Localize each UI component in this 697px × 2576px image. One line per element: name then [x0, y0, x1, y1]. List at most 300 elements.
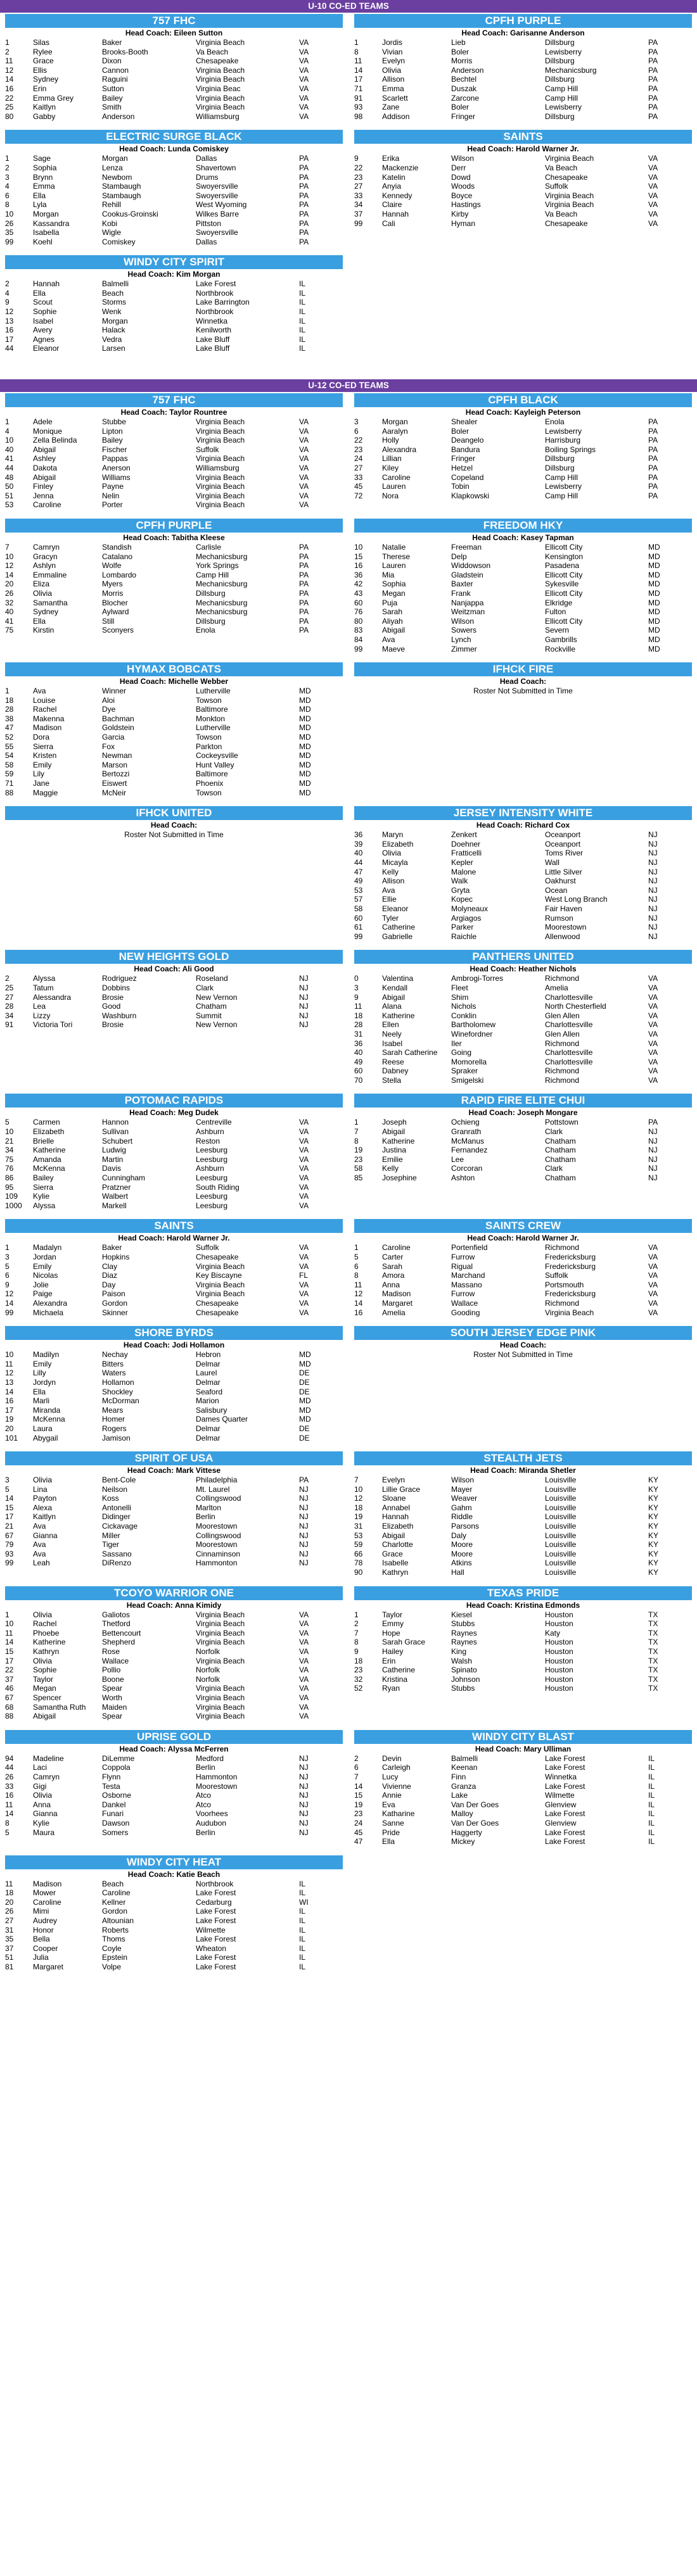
last-name: Cickavage [102, 1522, 138, 1531]
player-row [5, 788, 343, 798]
last-name: Bertozzi [102, 769, 130, 779]
player-number: 3 [354, 983, 359, 992]
state: PA [299, 237, 309, 246]
first-name: Lily [33, 769, 45, 779]
player-row [354, 1754, 692, 1764]
city: Dillsburg [545, 111, 575, 121]
state: VA [648, 1057, 658, 1066]
last-name: McManus [451, 1136, 485, 1146]
state: VA [648, 1253, 658, 1261]
state: IL [299, 1888, 306, 1898]
team-card [0, 13, 348, 129]
player-row [5, 482, 343, 491]
player-number: 37 [354, 209, 363, 218]
first-name: Adele [33, 417, 53, 427]
player-row [354, 1002, 692, 1011]
player-number: 67 [5, 1693, 14, 1702]
head-coach: Head Coach: Joseph Mongare [468, 1108, 578, 1118]
team-name: WINDY CITY SPIRIT [5, 255, 343, 269]
last-name: Jamison [102, 1433, 131, 1443]
last-name: Gooding [451, 1308, 480, 1317]
first-name: Olivia [33, 1791, 53, 1800]
first-name: Olivia [33, 1610, 53, 1619]
city: Northbrook [196, 288, 234, 298]
last-name: Haggerty [451, 1828, 482, 1837]
last-name: Tobin [451, 482, 470, 491]
city: Chesapeake [196, 56, 239, 66]
state: PA [648, 38, 658, 47]
last-name: Hopkins [102, 1253, 130, 1261]
city: Louisville [545, 1475, 577, 1485]
state: MD [648, 644, 660, 653]
player-row [5, 1684, 343, 1693]
last-name: Shockley [102, 1387, 133, 1396]
player-number: 22 [354, 436, 363, 445]
city: Glenview [545, 1818, 577, 1828]
city: Suffolk [545, 1271, 568, 1280]
player-number: 49 [354, 876, 363, 886]
city: Virginia Beach [196, 1638, 245, 1647]
first-name: Hope [382, 1628, 400, 1638]
player-number: 18 [5, 1888, 14, 1898]
state: VA [648, 1002, 658, 1011]
player-row [354, 473, 692, 483]
player-row [5, 1415, 343, 1424]
first-name: Mimi [33, 1907, 49, 1916]
roster-table [354, 154, 692, 228]
state: PA [648, 464, 658, 472]
last-name: Sassano [102, 1549, 132, 1558]
player-row [354, 1772, 692, 1782]
first-name: Megan [382, 588, 406, 598]
player-number: 2 [354, 1619, 359, 1629]
player-row [5, 1754, 343, 1764]
state: VA [648, 1048, 658, 1058]
player-row [5, 543, 343, 552]
player-number: 1 [5, 1243, 10, 1253]
state: MD [299, 714, 311, 723]
player-row [5, 1434, 343, 1443]
roster-table [354, 1118, 692, 1182]
last-name: Galiotos [102, 1610, 131, 1619]
last-name: Anderson [102, 111, 135, 121]
team-card [348, 129, 697, 254]
player-number: 99 [354, 644, 363, 653]
player-number: 12 [354, 1289, 363, 1299]
player-row [5, 66, 343, 75]
first-name: Tatum [33, 983, 54, 992]
player-number: 47 [354, 867, 363, 876]
state: PA [299, 1475, 309, 1485]
last-name: Daly [451, 1531, 467, 1540]
state: DE [299, 1424, 310, 1433]
state: NJ [299, 1494, 309, 1503]
player-row [5, 1828, 343, 1838]
player-number: 86 [5, 1173, 14, 1183]
last-name: Morris [102, 588, 124, 598]
state: NJ [648, 849, 658, 858]
player-row [354, 1791, 692, 1800]
player-row [5, 317, 343, 326]
state: PA [648, 47, 658, 56]
state: PA [299, 570, 309, 579]
first-name: Vivienne [382, 1781, 411, 1791]
player-row [5, 38, 343, 47]
team-card [0, 1218, 348, 1325]
city: Mechanicsburg [196, 598, 248, 607]
first-name: Sophie [33, 307, 57, 317]
first-name: Sarah Catherine [382, 1048, 438, 1058]
player-row [354, 1568, 692, 1577]
team-name: HYMAX BOBCATS [5, 662, 343, 676]
head-coach: Head Coach: Kayleigh Peterson [465, 408, 581, 417]
team-name: RAPID FIRE ELITE CHUI [354, 1094, 692, 1108]
first-name: Leah [33, 1558, 50, 1568]
city: Glen Allen [545, 1011, 580, 1020]
state: FL [299, 1271, 309, 1280]
last-name: Martin [102, 1154, 124, 1164]
head-coach: Head Coach: Kristina Edmonds [466, 1600, 580, 1610]
state: VA [299, 491, 309, 500]
last-name: Spear [102, 1684, 123, 1693]
first-name: Kelly [382, 867, 399, 876]
first-name: Kiley [382, 464, 399, 472]
city: Louisville [545, 1484, 577, 1494]
first-name: Elizabeth [382, 839, 414, 849]
player-number: 12 [5, 307, 14, 317]
player-number: 75 [5, 1154, 14, 1164]
city: Collingswood [196, 1531, 241, 1540]
first-name: Justina [382, 1146, 407, 1155]
player-row [354, 1262, 692, 1272]
state: NJ [299, 1781, 309, 1791]
player-row [354, 1782, 692, 1791]
state: VA [648, 1271, 658, 1280]
player-row [354, 1828, 692, 1838]
city: Camp Hill [196, 570, 229, 579]
first-name: Honor [33, 1925, 54, 1935]
first-name: Sage [33, 154, 51, 163]
first-name: Rachel [33, 705, 57, 714]
state: VA [299, 1638, 309, 1647]
first-name: Jordyn [33, 1377, 56, 1387]
state: IL [299, 344, 306, 353]
player-row [5, 182, 343, 191]
player-row [5, 1146, 343, 1155]
city: Richmond [545, 1039, 580, 1048]
first-name: Emmy [382, 1619, 404, 1629]
last-name: Boyce [451, 191, 473, 200]
city: Fredericksburg [545, 1289, 596, 1299]
player-row [354, 830, 692, 840]
player-number: 47 [354, 1837, 363, 1847]
player-number: 28 [5, 1002, 14, 1011]
player-number: 68 [5, 1702, 14, 1712]
state: NJ [299, 1753, 309, 1763]
player-row [354, 543, 692, 552]
head-coach: Head Coach: Jodi Hollamon [123, 1341, 225, 1350]
player-number: 17 [5, 1656, 14, 1665]
first-name: Kathryn [33, 1647, 60, 1656]
player-number: 52 [5, 733, 14, 742]
first-name: Alyssa [33, 1201, 56, 1210]
city: Virginia Beach [196, 103, 245, 112]
first-name: Marli [33, 1396, 49, 1406]
last-name: Volpe [102, 1962, 122, 1972]
first-name: Elizabeth [382, 1522, 414, 1531]
city: Virginia Beach [196, 1280, 245, 1289]
head-coach: Head Coach: Kasey Tapman [472, 533, 574, 542]
state: VA [299, 426, 309, 436]
state: PA [648, 103, 658, 112]
player-number: 99 [354, 218, 363, 228]
roster-table [5, 1118, 343, 1210]
player-row [354, 1118, 692, 1127]
first-name: Kassandra [33, 218, 70, 228]
state: MD [299, 769, 311, 779]
player-number: 14 [5, 75, 14, 84]
last-name: Lombardo [102, 570, 137, 579]
first-name: Kaitlyn [33, 103, 56, 112]
player-number: 3 [5, 1253, 10, 1261]
last-name: Weaver [451, 1494, 478, 1503]
last-name: Wallace [451, 1298, 478, 1308]
player-number: 60 [354, 598, 363, 607]
player-row [354, 886, 692, 895]
last-name: Widdowson [451, 561, 491, 571]
city: Dallas [196, 154, 217, 163]
player-row [5, 598, 343, 608]
first-name: Anna [33, 1800, 51, 1809]
player-row [5, 1935, 343, 1944]
last-name: Payne [102, 482, 124, 491]
player-row [5, 983, 343, 993]
first-name: Maryn [382, 830, 404, 840]
state: VA [299, 1127, 309, 1137]
player-row [5, 779, 343, 788]
state: PA [648, 436, 658, 445]
last-name: Waters [102, 1368, 126, 1378]
first-name: Sierra [33, 742, 54, 751]
first-name: Emma [382, 84, 404, 93]
first-name: Alexa [33, 1503, 53, 1512]
first-name: Sarah [382, 1261, 403, 1271]
first-name: Michaela [33, 1308, 64, 1317]
city: Houston [545, 1638, 573, 1647]
player-number: 109 [5, 1192, 18, 1201]
player-number: 101 [5, 1433, 18, 1443]
player-number: 44 [354, 858, 363, 867]
first-name: Abigail [382, 626, 406, 635]
player-number: 4 [5, 426, 10, 436]
last-name: Markell [102, 1201, 127, 1210]
last-name: Thetford [102, 1619, 131, 1629]
player-number: 5 [354, 1253, 359, 1261]
division-banner: U-10 CO-ED TEAMS [0, 0, 697, 13]
player-row [5, 1020, 343, 1030]
player-number: 91 [354, 93, 363, 103]
player-row [354, 1076, 692, 1085]
first-name: Abigail [33, 1712, 56, 1721]
player-number: 8 [5, 1818, 10, 1828]
player-row [354, 417, 692, 427]
player-row [354, 1137, 692, 1146]
player-number: 7 [5, 542, 10, 552]
state: VA [648, 1066, 658, 1076]
state: MD [299, 742, 311, 751]
first-name: Jordis [382, 38, 403, 47]
city: Oakhurst [545, 876, 576, 886]
team-name: STEALTH JETS [354, 1451, 692, 1465]
player-row [5, 1173, 343, 1183]
player-row [5, 1308, 343, 1318]
player-number: 9 [354, 1647, 359, 1656]
player-number: 32 [354, 1674, 363, 1684]
first-name: Sophia [382, 579, 406, 589]
last-name: Walk [451, 876, 468, 886]
state: IL [648, 1828, 655, 1837]
player-number: 10 [5, 1619, 14, 1629]
first-name: Olivia [33, 1656, 53, 1665]
first-name: Carter [382, 1253, 404, 1261]
player-row [5, 1916, 343, 1926]
last-name: Van Der Goes [451, 1800, 499, 1809]
player-row [5, 1485, 343, 1494]
city: Richmond [545, 1298, 580, 1308]
city: Clark [545, 1164, 563, 1173]
first-name: Charlotte [382, 1540, 413, 1550]
first-name: Alexandra [33, 1298, 68, 1308]
first-name: Anyia [382, 182, 402, 191]
city: Virginia Beach [196, 1684, 245, 1693]
player-number: 58 [354, 1164, 363, 1173]
player-row [354, 840, 692, 849]
city: Hammonton [196, 1558, 238, 1568]
player-number: 21 [5, 1522, 14, 1531]
first-name: Sophia [33, 163, 57, 172]
player-row [354, 1494, 692, 1503]
player-number: 80 [354, 616, 363, 626]
player-number: 10 [5, 436, 14, 445]
last-name: Shim [451, 992, 469, 1002]
state: VA [648, 191, 658, 200]
first-name: Isabel [382, 1039, 403, 1048]
last-name: Rehill [102, 200, 122, 210]
player-number: 14 [5, 1494, 14, 1503]
player-number: 67 [5, 1531, 14, 1540]
first-name: Reese [382, 1057, 404, 1066]
player-row [5, 974, 343, 983]
player-number: 53 [5, 500, 14, 510]
player-number: 8 [354, 1136, 359, 1146]
player-number: 48 [5, 472, 14, 482]
player-row [354, 1619, 692, 1629]
player-number: 27 [5, 992, 14, 1002]
player-number: 18 [354, 1503, 363, 1512]
head-coach: Head Coach: Taylor Rountree [120, 408, 227, 417]
city: Salisbury [196, 1405, 227, 1415]
player-number: 53 [354, 885, 363, 895]
last-name: Delp [451, 552, 467, 561]
first-name: Kirstin [33, 626, 54, 635]
player-number: 50 [5, 482, 14, 491]
city: Chatham [545, 1173, 576, 1183]
player-row [354, 1610, 692, 1620]
city: Va Beach [196, 47, 229, 56]
first-name: Ashley [33, 454, 56, 464]
first-name: Mia [382, 570, 395, 579]
player-row [5, 1550, 343, 1559]
player-row [354, 983, 692, 993]
first-name: Elizabeth [33, 1127, 65, 1137]
first-name: Ava [382, 885, 395, 895]
city: Richmond [545, 1066, 580, 1076]
state: VA [299, 1201, 309, 1210]
state: DE [299, 1387, 310, 1396]
city: Dillsburg [545, 38, 575, 47]
city: Dillsburg [545, 464, 575, 472]
first-name: Lilly [33, 1368, 46, 1378]
team-name: UPRISE GOLD [5, 1730, 343, 1744]
player-row [5, 94, 343, 103]
player-row [5, 1494, 343, 1503]
state: NJ [299, 1558, 309, 1568]
player-number: 17 [5, 334, 14, 344]
team-name: CPFH PURPLE [5, 519, 343, 533]
player-row [354, 1522, 692, 1531]
player-row [354, 1146, 692, 1155]
city: Richmond [545, 974, 580, 983]
player-number: 6 [354, 1261, 359, 1271]
last-name: Gryta [451, 885, 470, 895]
first-name: Louise [33, 695, 56, 705]
player-row [5, 1522, 343, 1531]
first-name: Makenna [33, 714, 65, 723]
player-number: 35 [5, 1935, 14, 1944]
first-name: Eliza [33, 579, 50, 589]
team-card [348, 13, 697, 129]
player-row [354, 1665, 692, 1675]
first-name: Joseph [382, 1118, 407, 1127]
first-name: Finley [33, 482, 54, 491]
player-row [5, 1289, 343, 1299]
state: VA [299, 454, 309, 464]
team-name: PANTHERS UNITED [354, 950, 692, 964]
team-card [0, 392, 348, 517]
last-name: Bachman [102, 714, 134, 723]
first-name: Mower [33, 1888, 56, 1898]
player-row [5, 200, 343, 210]
state: VA [299, 1173, 309, 1183]
player-number: 3 [5, 172, 10, 182]
first-name: Kylie [33, 1192, 50, 1201]
last-name: Baxter [451, 579, 473, 589]
state: VA [299, 1308, 309, 1317]
last-name: Marson [102, 760, 128, 769]
last-name: Hall [451, 1568, 464, 1577]
state: NJ [299, 1522, 309, 1531]
last-name: Cookus-Groinski [102, 209, 158, 218]
team-name: SAINTS [5, 1219, 343, 1233]
last-name: Kiesel [451, 1610, 472, 1619]
player-row [5, 723, 343, 733]
player-row [5, 1558, 343, 1568]
player-number: 99 [5, 1308, 14, 1317]
last-name: Fratticelli [451, 849, 482, 858]
state: TX [648, 1674, 658, 1684]
last-name: Raynes [451, 1638, 477, 1647]
city: Rumson [545, 913, 573, 923]
